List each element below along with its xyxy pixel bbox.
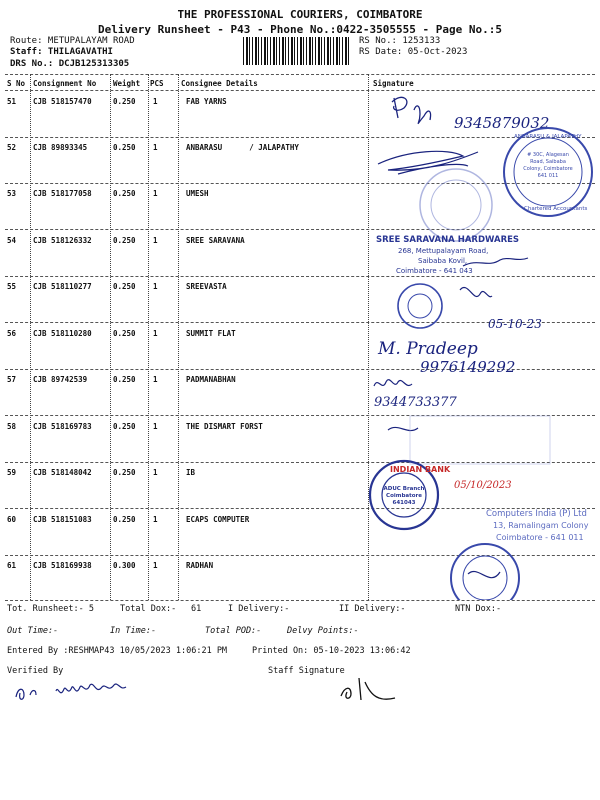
row-consignment: CJB 518148042	[33, 468, 92, 477]
bank-stamp-branch: ADUC Branch Coimbatore 641043	[383, 486, 425, 506]
col-sno: S No	[7, 79, 26, 88]
drs-number: DRS No.: DCJB125313305	[10, 59, 130, 69]
rs-date: RS Date: 05-Oct-2023	[359, 47, 468, 57]
bank-stamp-name: INDIAN BANK	[390, 465, 451, 474]
col-divider	[178, 74, 179, 600]
hardware-stamp-addr2: Saibaba Kovil,	[418, 257, 468, 265]
ntn-dox: NTN Dox:-	[455, 604, 502, 614]
rs-number: RS No.: 1253133	[359, 36, 441, 46]
hardware-stamp-addr1: 268, Mettupalayam Road,	[398, 247, 489, 255]
row-pcs: 1	[153, 189, 158, 198]
row-pcs: 1	[153, 329, 158, 338]
row-weight: 0.250	[113, 143, 136, 152]
row-weight: 0.250	[113, 515, 136, 524]
small-stamp	[398, 284, 442, 328]
row-sno: 53	[7, 189, 17, 198]
ii-delivery: II Delivery:-	[339, 604, 406, 614]
runsheet-title: Delivery Runsheet - P43 - Phone No.:0422-3505555 - Page No.:5	[98, 23, 502, 36]
signature-area	[368, 90, 598, 600]
row-consignee: SREEVASTA	[186, 282, 227, 291]
row-pcs: 1	[153, 468, 158, 477]
row-pcs: 1	[153, 97, 158, 106]
row-weight: 0.250	[113, 329, 136, 338]
row-consignment: CJB 518151083	[33, 515, 92, 524]
small-stamp-inner	[408, 294, 432, 318]
row-weight: 0.250	[113, 236, 136, 245]
row-consignment: CJB 89742539	[33, 375, 88, 384]
faded-stamp	[410, 416, 550, 464]
row-sno: 60	[7, 515, 17, 524]
row-consignee: SREE SARAVANA	[186, 236, 245, 245]
row-weight: 0.250	[113, 97, 136, 106]
row-sno: 54	[7, 236, 17, 245]
row-weight: 0.250	[113, 189, 136, 198]
verified-by: Verified By	[7, 666, 64, 676]
col-divider	[30, 74, 31, 600]
row-weight: 0.250	[113, 468, 136, 477]
company-title: THE PROFESSIONAL COURIERS, COIMBATORE	[177, 8, 423, 21]
signature-scribble	[392, 97, 431, 123]
row-consignment: CJB 518177058	[33, 189, 92, 198]
row-consignment: CJB 518169783	[33, 422, 92, 431]
row-consignee: IB	[186, 468, 196, 477]
total-dox-label: Total Dox:-	[120, 604, 177, 614]
row-consignment: CJB 518110277	[33, 282, 92, 291]
in-time: In Time:-	[110, 626, 157, 636]
ca-stamp-address: # 30C, Alagesan Road, Saibaba Colony, Coimbatore 641 011	[523, 152, 573, 179]
row-consignment: CJB 518126332	[33, 236, 92, 245]
row-consignee: RADHAN	[186, 561, 214, 570]
computer-stamp-name: Computers India (P) Ltd	[486, 509, 587, 519]
hardware-stamp-name: SREE SARAVANA HARDWARES	[376, 235, 520, 245]
col-weight: Weight	[113, 79, 141, 88]
total-runsheet: Tot. Runsheet:- 5	[7, 604, 94, 614]
finance-stamp-inner	[463, 556, 507, 600]
row-weight: 0.300	[113, 561, 136, 570]
row-consignment: CJB 518157470	[33, 97, 92, 106]
route-label: Route: METUPALAYAM ROAD	[10, 36, 135, 46]
row-consignee: THE DISMART FORST	[186, 422, 263, 431]
col-divider	[110, 74, 111, 600]
row-pcs: 1	[153, 422, 158, 431]
row-consignee: FAB YARNS	[186, 97, 227, 106]
row-pcs: 1	[153, 561, 158, 570]
row-consignment: CJB 518110280	[33, 329, 92, 338]
ca-stamp-name: ANBARASU & JALAPATHY	[514, 134, 582, 140]
row-sno: 57	[7, 375, 17, 384]
staff-label: Staff: THILAGAVATHI	[10, 47, 113, 57]
signature-date: 05/10/2023	[454, 480, 512, 491]
row-sno: 52	[7, 143, 17, 152]
faint-stamp-inner	[431, 180, 481, 230]
table-top-rule	[5, 74, 595, 75]
bank-stamp	[370, 461, 451, 529]
computer-stamp-city: Coimbatore - 641 011	[496, 533, 584, 542]
row-pcs: 1	[153, 282, 158, 291]
signature-scribble	[468, 571, 500, 577]
signature-scribble	[460, 288, 492, 297]
table-bottom-rule	[5, 600, 595, 601]
total-pod: Total POD:-	[205, 626, 262, 636]
row-sno: 51	[7, 97, 17, 106]
row-weight: 0.250	[113, 422, 136, 431]
col-divider	[148, 74, 149, 600]
signature-phone: 9976149292	[420, 358, 516, 376]
computer-stamp-addr: 13, Ramalingam Colony	[493, 521, 589, 530]
printed-on: Printed On: 05-10-2023 13:06:42	[252, 646, 411, 656]
row-weight: 0.250	[113, 282, 136, 291]
row-sno: 58	[7, 422, 17, 431]
out-time: Out Time:-	[7, 626, 59, 636]
col-signature: Signature	[373, 79, 414, 88]
row-consignee: ECAPS COMPUTER	[186, 515, 250, 524]
row-consignment: CJB 89893345	[33, 143, 88, 152]
row-weight: 0.250	[113, 375, 136, 384]
signature-text: 9345879032	[454, 114, 550, 132]
row-sno: 61	[7, 561, 17, 570]
verified-signature	[10, 675, 160, 705]
col-consignment: Consignment No	[33, 79, 97, 88]
col-consignee: Consignee Details	[181, 79, 258, 88]
row-pcs: 1	[153, 236, 158, 245]
row-pcs: 1	[153, 143, 158, 152]
barcode	[243, 37, 351, 65]
staff-signature-label: Staff Signature	[268, 666, 345, 676]
finance-stamp	[451, 544, 519, 600]
col-pcs: PCS	[150, 79, 164, 88]
row-consignee: UMESH	[186, 189, 209, 198]
row-consignment: CJB 518169938	[33, 561, 92, 570]
i-delivery: I Delivery:-	[228, 604, 290, 614]
signature-scribble	[374, 380, 412, 386]
row-pcs: 1	[153, 375, 158, 384]
total-dox-value: 61	[191, 604, 202, 614]
ca-stamp	[504, 128, 592, 216]
ca-stamp-bottom: Chartered Accountants	[524, 206, 588, 212]
row-consignee: SUMMIT FLAT	[186, 329, 236, 338]
signature-scribble	[378, 151, 478, 174]
row-sno: 59	[7, 468, 17, 477]
hardware-stamp-addr3: Coimbatore - 641 043	[396, 267, 473, 275]
row-consignee: ANBARASU / JALAPATHY	[186, 143, 299, 152]
signature-date: 05-10-23	[488, 317, 542, 331]
signature-phone: 9344733377	[374, 395, 457, 410]
row-sno: 55	[7, 282, 17, 291]
signature-name: M. Pradeep	[378, 339, 478, 359]
hardware-stamp	[376, 235, 528, 275]
signature-scribble	[388, 427, 418, 430]
delvy-points: Delvy Points:-	[287, 626, 359, 636]
entered-by: Entered By :RESHMAP43 10/05/2023 1:06:21 PM	[7, 646, 228, 656]
row-pcs: 1	[153, 515, 158, 524]
staff-signature	[335, 672, 415, 708]
row-sno: 56	[7, 329, 17, 338]
row-consignee: PADMANABHAN	[186, 375, 236, 384]
